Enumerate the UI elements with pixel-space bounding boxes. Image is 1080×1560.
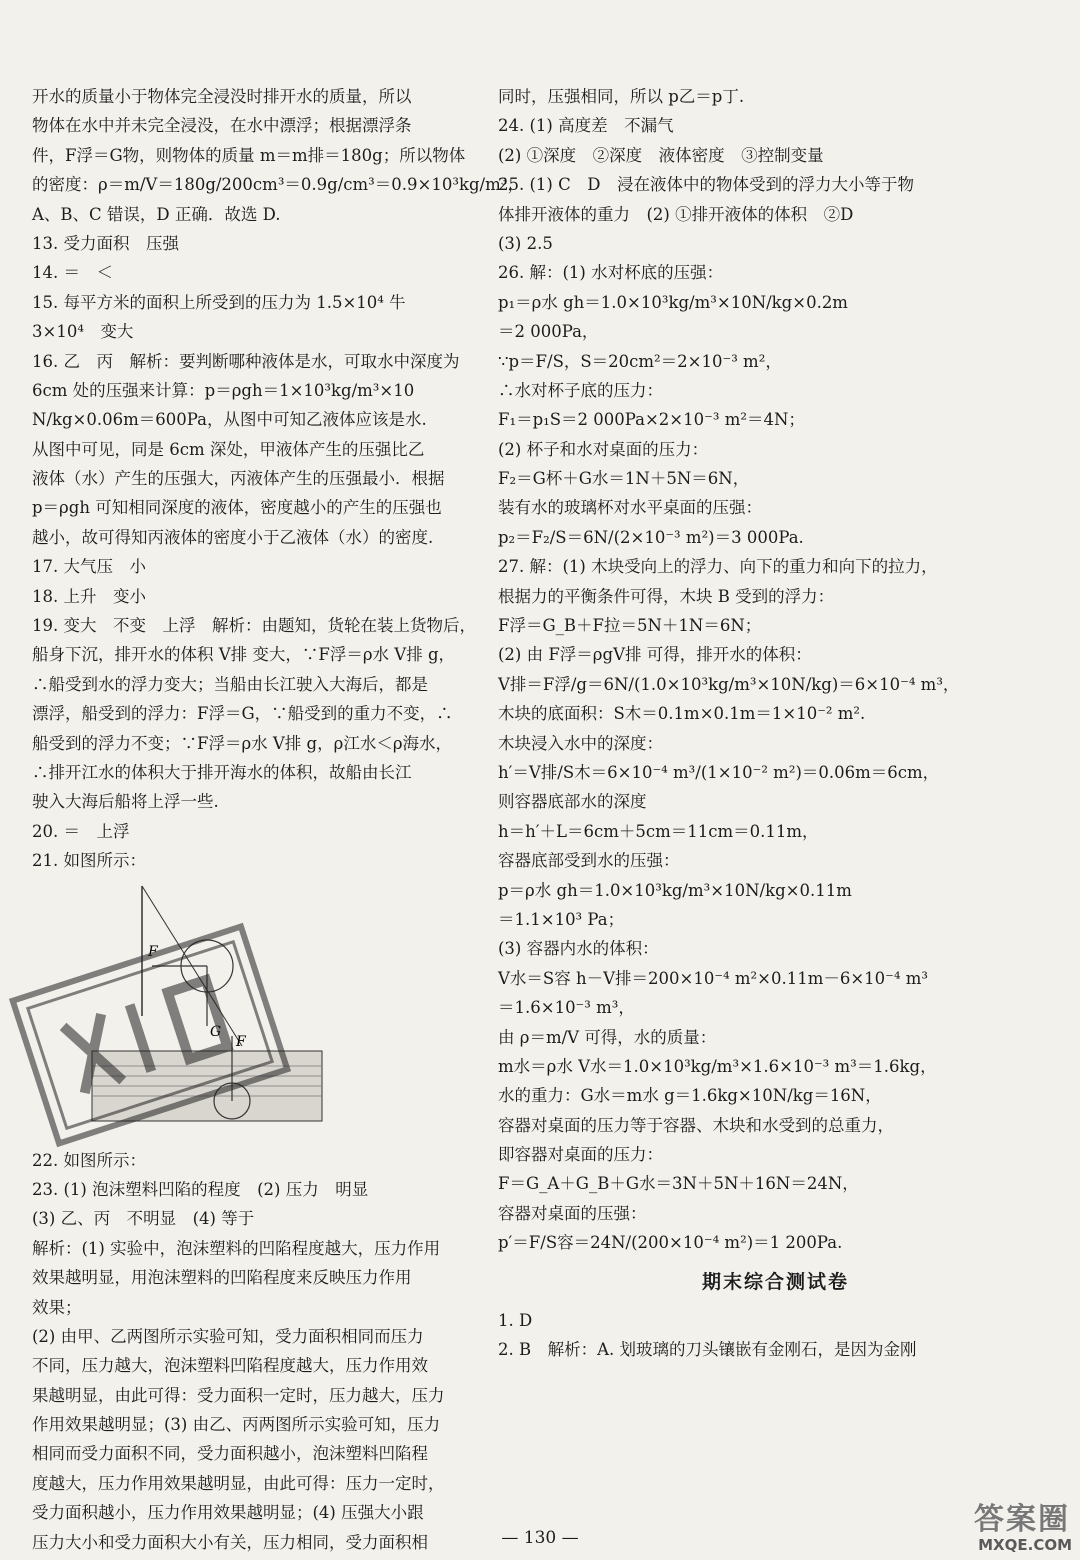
right-text-block — [498, 82, 1053, 1258]
text-line: ∵p＝F/S，S＝20cm²＝2×10⁻³ m²， — [498, 351, 782, 371]
text-line: 不同，压力越大，泡沫塑料凹陷程度越大，压力作用效 — [32, 1356, 428, 1376]
text-line: 作用效果越明显；(3) 由乙、丙两图所示实验可知，压力 — [32, 1415, 441, 1435]
text-line: m水＝ρ水 V水＝1.0×10³kg/m³×1.6×10⁻³ m³＝1.6kg， — [498, 1056, 937, 1076]
text-line: 13. 受力面积 压强 — [32, 233, 179, 253]
text-line: p＝ρ水 gh＝1.0×10³kg/m³×10N/kg×0.11m — [498, 880, 852, 900]
text-line: V排＝F浮/g＝6N/(1.0×10³kg/m³×10N/kg)＝6×10⁻⁴ m³， — [498, 674, 960, 694]
text-line: 相同而受力面积不同，受力面积越小，泡沫塑料凹陷程 — [32, 1444, 428, 1464]
text-line: 受力面积越小，压力作用效果越明显；(4) 压强大小跟 — [32, 1503, 424, 1523]
text-line: p₁＝ρ水 gh＝1.0×10³kg/m³×10N/kg×0.2m — [498, 292, 848, 312]
text-line: h＝h′＋L＝6cm＋5cm＝11cm＝0.11m， — [498, 821, 819, 841]
text-line: (2) ①深度 ②深度 液体密度 ③控制变量 — [498, 145, 824, 165]
text-line: 由 ρ＝m/V 可得，水的质量： — [498, 1027, 717, 1047]
text-line: 木块浸入水中的深度： — [498, 733, 663, 753]
text-line: 容器对桌面的压力等于容器、木块和水受到的总重力， — [498, 1115, 894, 1135]
text-line: 22. 如图所示： — [32, 1150, 146, 1170]
text-line: (2) 杯子和水对桌面的压力： — [498, 439, 709, 459]
left-text-block — [32, 82, 524, 876]
text-line: 容器底部受到水的压强： — [498, 851, 680, 871]
text-line: ＝2 000Pa， — [498, 322, 599, 342]
text-line: 17. 大气压 小 — [32, 557, 146, 577]
text-line: 1. D — [498, 1310, 533, 1330]
text-line: 26. 解：(1) 水对杯底的压强： — [498, 263, 724, 283]
text-line: 24. (1) 高度差 不漏气 — [498, 116, 674, 136]
text-line: F浮＝G_B＋F拉＝5N＋1N＝6N； — [498, 616, 762, 636]
text-line: 船受到的浮力不变；∵F浮＝ρ水 V排 g，ρ江水＜ρ海水， — [32, 733, 453, 753]
text-line: 6cm 处的压强来计算：p＝ρgh＝1×10³kg/m³×10 — [32, 380, 415, 400]
text-line: 漂浮，船受到的浮力：F浮＝G，∵船受到的重力不变，∴ — [32, 704, 453, 724]
text-line: 液体（水）产生的压强大，丙液体产生的压强最小．根据 — [32, 469, 445, 489]
text-line: 水的重力：G水＝m水 g＝1.6kg×10N/kg＝16N， — [498, 1086, 882, 1106]
text-line: 度越大，压力作用效果越明显，由此可得：压力一定时， — [32, 1473, 445, 1493]
text-line: 即容器对桌面的压力： — [498, 1145, 663, 1165]
text-line: ∴船受到水的浮力变大；当船由长江驶入大海后，都是 — [32, 674, 428, 694]
text-line: 3×10⁴ 变大 — [32, 322, 134, 342]
text-line: F₁＝p₁S＝2 000Pa×2×10⁻³ m²＝4N； — [498, 410, 805, 430]
text-line: 件，F浮＝G物，则物体的质量 m＝m排＝180g；所以物体 — [32, 145, 466, 165]
svg-text:F: F — [236, 1033, 246, 1050]
text-line: 解析：(1) 实验中，泡沫塑料的凹陷程度越大，压力作用 — [32, 1238, 441, 1258]
text-line: 越小，故可得知丙液体的密度小于乙液体（水）的密度. — [32, 527, 434, 547]
text-line: A、B、C 错误，D 正确．故选 D. — [32, 204, 281, 224]
text-line: ＝1.1×10³ Pa； — [498, 909, 625, 929]
text-line: (2) 由 F浮＝ρgV排 可得，排开水的体积： — [498, 645, 812, 665]
text-line: ∴排开江水的体积大于排开海水的体积，故船由长江 — [32, 762, 412, 782]
text-line: 25. (1) C D 浸在液体中的物体受到的浮力大小等于物 — [498, 175, 914, 195]
text-line: 23. (1) 泡沫塑料凹陷的程度 (2) 压力 明显 — [32, 1179, 369, 1199]
watermark-text-cn: 答案圈 — [974, 1502, 1070, 1537]
text-line: 装有水的玻璃杯对水平桌面的压强： — [498, 498, 762, 518]
text-line: 效果； — [32, 1297, 82, 1317]
text-line: 18. 上升 变小 — [32, 586, 146, 606]
text-line: 压力大小和受力面积大小有关，压力相同，受力面积相 — [32, 1532, 428, 1552]
text-line: (2) 由甲、乙两图所示实验可知，受力面积相同而压力 — [32, 1326, 424, 1346]
watermark-text-en: MXQE.COM — [978, 1536, 1072, 1554]
text-line: p＝ρgh 可知相同深度的液体，密度越小的产生的压强也 — [32, 498, 442, 518]
text-line: 效果越明显，用泡沫塑料的凹陷程度来反映压力作用 — [32, 1268, 412, 1288]
right-text-block-2 — [498, 1306, 1053, 1365]
text-line: (3) 乙、丙 不明显 (4) 等于 — [32, 1209, 255, 1229]
text-line: (3) 2.5 — [498, 233, 553, 253]
text-line: 根据力的平衡条件可得，木块 B 受到的浮力： — [498, 586, 835, 606]
text-line: 2. B 解析：A. 划玻璃的刀头镶嵌有金刚石，是因为金刚 — [498, 1340, 917, 1360]
stamp-graphic — [0, 930, 300, 1140]
text-line: V水＝S容 h－V排＝200×10⁻⁴ m²×0.11m－6×10⁻⁴ m³ — [498, 968, 929, 988]
text-line: 开水的质量小于物体完全浸没时排开水的质量，所以 — [32, 87, 412, 106]
text-line: 14. ＝ ＜ — [32, 263, 113, 283]
text-line: N/kg×0.06m＝600Pa，从图中可知乙液体应该是水. — [32, 410, 427, 430]
right-column — [498, 82, 1053, 1364]
text-line: 20. ＝ 上浮 — [32, 821, 130, 841]
text-line: 21. 如图所示： — [32, 851, 146, 871]
text-line: 木块的底面积：S木＝0.1m×0.1m＝1×10⁻² m². — [498, 704, 866, 724]
page-number: — 130 — — [501, 1528, 579, 1548]
text-line: 果越明显，由此可得：受力面积一定时，压力越大，压力 — [32, 1385, 445, 1405]
text-line: 物体在水中并未完全浸没，在水中漂浮；根据漂浮条 — [32, 116, 412, 136]
svg-text:G: G — [210, 1023, 222, 1040]
text-line: 容器对桌面的压强： — [498, 1203, 647, 1223]
text-line: 体排开液体的重力 (2) ①排开液体的体积 ②D — [498, 204, 854, 224]
watermark-logo — [924, 1494, 1074, 1554]
text-line: h′＝V排/S木＝6×10⁻⁴ m³/(1×10⁻² m²)＝0.06m＝6cm， — [498, 762, 940, 782]
left-text-block-2 — [32, 1146, 462, 1557]
text-line: 的密度：ρ＝m/V＝180g/200cm³＝0.9g/cm³＝0.9×10³kg/m³， — [32, 175, 524, 195]
text-line: 船身下沉，排开水的体积 V排 变大，∵F浮＝ρ水 V排 g， — [32, 645, 456, 665]
text-line: 驶入大海后船将上浮一些. — [32, 792, 219, 812]
text-line: 从图中可见，同是 6cm 深处，甲液体产生的压强比乙 — [32, 439, 425, 459]
text-line: (3) 容器内水的体积： — [498, 939, 659, 959]
text-line: 19. 变大 不变 上浮 解析：由题知，货轮在装上货物后， — [32, 616, 476, 636]
text-line: 15. 每平方米的面积上所受到的压力为 1.5×10⁴ 牛 — [32, 292, 406, 312]
text-line: ∴水对杯子底的压力： — [498, 380, 663, 400]
text-line: p₂＝F₂/S＝6N/(2×10⁻³ m²)＝3 000Pa. — [498, 527, 804, 547]
section-title: 期末综合测试卷 — [701, 1270, 849, 1293]
text-line: 16. 乙 丙 解析：要判断哪种液体是水，可取水中深度为 — [32, 351, 460, 371]
text-line: p′＝F/S容＝24N/(200×10⁻⁴ m²)＝1 200Pa. — [498, 1233, 843, 1253]
text-line: F₂＝G杯＋G水＝1N＋5N＝6N， — [498, 469, 750, 489]
text-line: 则容器底部水的深度 — [498, 792, 647, 812]
text-line: ＝1.6×10⁻³ m³， — [498, 998, 635, 1018]
text-line: 27. 解：(1) 木块受向上的浮力、向下的重力和向下的拉力， — [498, 557, 938, 577]
svg-text:F: F — [148, 943, 158, 960]
text-line: F＝G_A＋G_B＋G水＝3N＋5N＋16N＝24N， — [498, 1174, 859, 1194]
text-line: 同时，压强相同，所以 p乙＝p丁. — [498, 87, 745, 106]
